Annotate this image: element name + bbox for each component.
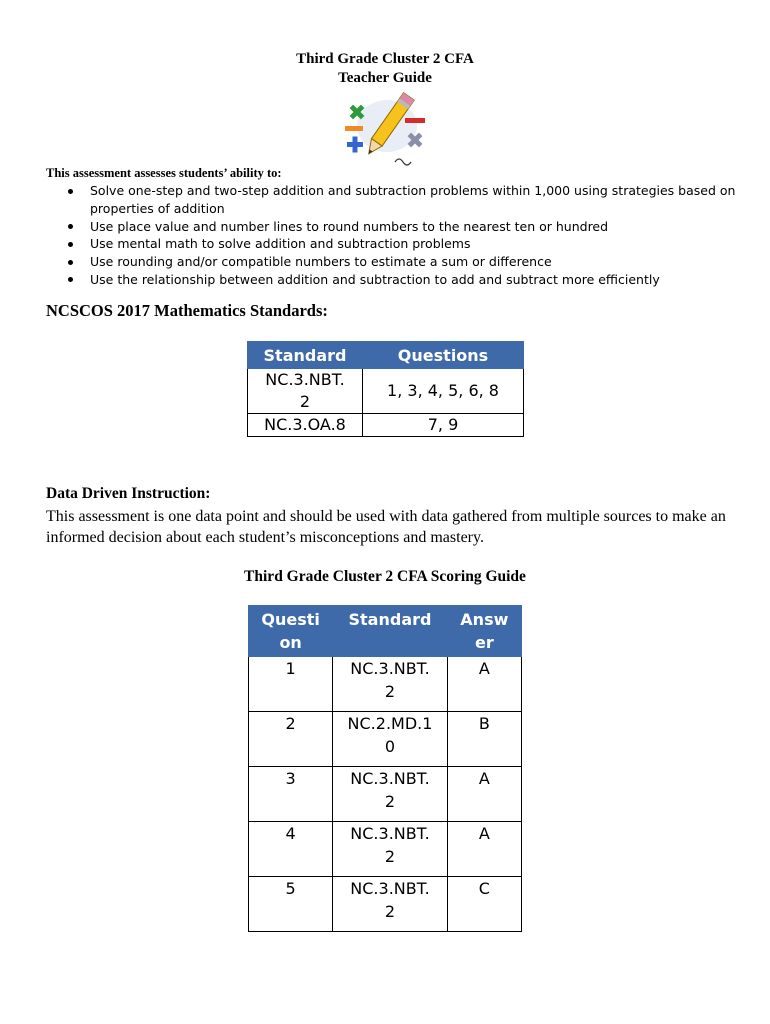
table-cell: 7, 9 xyxy=(363,414,524,437)
table-cell: A xyxy=(447,822,521,877)
table-cell: NC.3.NBT. 2 xyxy=(248,369,363,414)
table-cell: A xyxy=(447,657,521,712)
table-row xyxy=(249,877,522,932)
table-cell: 1 xyxy=(249,657,333,712)
table-cell: 2 xyxy=(249,712,333,767)
table-cell: NC.2.MD.1 0 xyxy=(333,712,447,767)
pencil-math-symbols-icon xyxy=(343,88,427,166)
table-row xyxy=(248,369,524,414)
table-cell: 1, 3, 4, 5, 6, 8 xyxy=(363,369,524,414)
table-cell: A xyxy=(447,767,521,822)
table-header-row xyxy=(249,606,522,657)
table-cell: C xyxy=(447,877,521,932)
table-cell: NC.3.NBT. 2 xyxy=(333,822,447,877)
list-item: Use place value and number lines to round numbers to the nearest ten or hundred xyxy=(64,218,744,236)
intro-lead: This assessment assesses students’ ability to: xyxy=(46,166,282,180)
table-cell: NC.3.NBT. 2 xyxy=(333,657,447,712)
scoring-table xyxy=(248,605,522,932)
table-cell: NC.3.NBT. 2 xyxy=(333,877,447,932)
table-cell: 4 xyxy=(249,822,333,877)
table-row xyxy=(248,414,524,437)
scoring-guide-heading: Third Grade Cluster 2 CFA Scoring Guide xyxy=(244,568,526,585)
list-item: Solve one-step and two-step addition and subtraction problems within 1,000 using strategies based on properties of addition xyxy=(64,182,744,218)
table-cell: 5 xyxy=(249,877,333,932)
skills-list xyxy=(64,182,744,289)
table-row xyxy=(249,712,522,767)
title-line-1: Third Grade Cluster 2 CFA xyxy=(296,51,474,67)
document-title xyxy=(0,50,770,88)
ddi-heading: Data Driven Instruction: xyxy=(46,485,211,502)
table-cell: NC.3.OA.8 xyxy=(248,414,363,437)
column-header-answer: Answ er xyxy=(447,606,521,657)
table-cell: B xyxy=(447,712,521,767)
ddi-paragraph: This assessment is one data point and should be used with data gathered from multiple sources to make an informed decision about each student’s misconceptions and mastery. xyxy=(46,508,726,546)
title-line-2: Teacher Guide xyxy=(338,70,432,86)
column-header-standard: Standard xyxy=(248,342,363,369)
table-header-row xyxy=(248,342,524,369)
table-row xyxy=(249,822,522,877)
list-item: Use the relationship between addition and subtraction to add and subtract more efficiently xyxy=(64,271,744,289)
table-cell: 3 xyxy=(249,767,333,822)
list-item: Use rounding and/or compatible numbers to estimate a sum or difference xyxy=(64,253,744,271)
table-row xyxy=(249,657,522,712)
standards-table xyxy=(247,341,524,437)
column-header-standard: Standard xyxy=(333,606,447,657)
table-cell: NC.3.NBT. 2 xyxy=(333,767,447,822)
column-header-questions: Questions xyxy=(363,342,524,369)
table-row xyxy=(249,767,522,822)
list-item: Use mental math to solve addition and subtraction problems xyxy=(64,235,744,253)
standards-heading: NCSCOS 2017 Mathematics Standards: xyxy=(46,301,328,320)
column-header-question: Questi on xyxy=(249,606,333,657)
